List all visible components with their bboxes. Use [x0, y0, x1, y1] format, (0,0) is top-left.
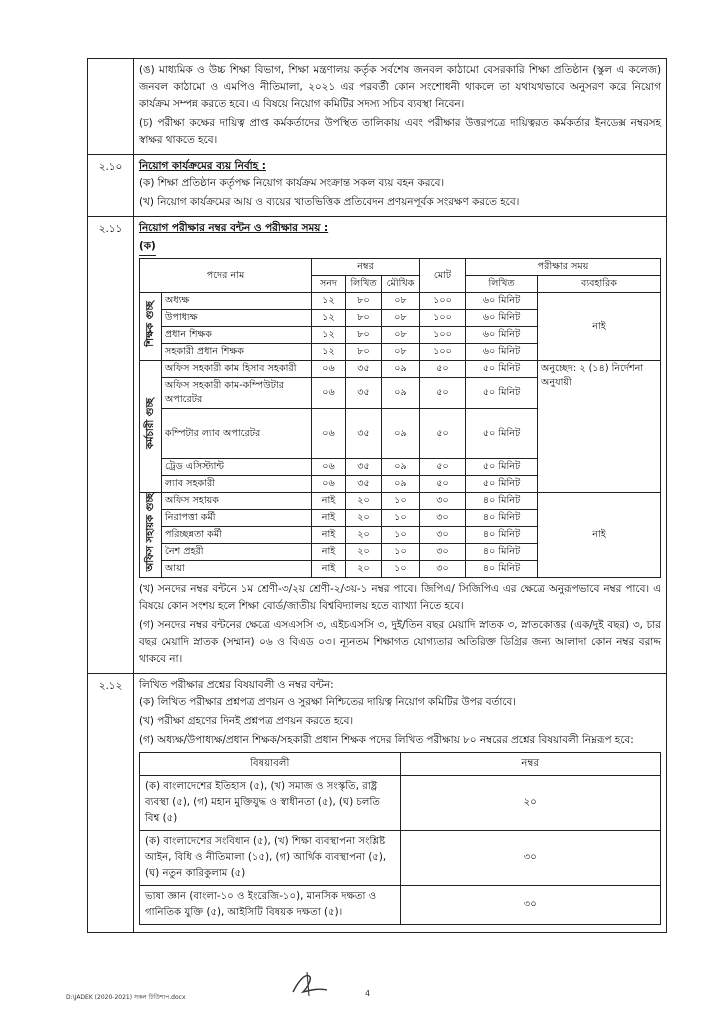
time-value: ৫০ মিনিট	[466, 476, 538, 493]
total-value: ৫০	[420, 361, 466, 378]
total-value: ৫০	[420, 409, 466, 459]
time-value: ৬০ মিনিট	[466, 310, 538, 327]
row-continuation	[88, 59, 667, 155]
sanad-value: ০৬	[312, 361, 346, 378]
sanad-value: নাই	[312, 493, 346, 510]
table-row	[140, 361, 661, 378]
time-value: ৬০ মিনিট	[466, 327, 538, 344]
circular-main-table	[87, 58, 667, 933]
total-value: ১০০	[420, 293, 466, 310]
oral-value: ০৯	[382, 459, 420, 476]
sanad-value: ১২	[312, 327, 346, 344]
oral-value: ০৮	[382, 310, 420, 327]
time-value: ৬০ মিনিট	[466, 344, 538, 361]
post-name: কম্পিটার ল্যাব অপারেটর	[162, 409, 312, 459]
row-section-2-12	[88, 674, 667, 933]
written-value: ৮০	[346, 293, 382, 310]
header-written: লিখিত	[346, 276, 382, 293]
oral-value: ০৮	[382, 327, 420, 344]
sanad-value: ১২	[312, 293, 346, 310]
oral-value: ০৮	[382, 344, 420, 361]
sanad-value: ১২	[312, 310, 346, 327]
group-label-cell	[140, 361, 162, 493]
topics-header-subject: বিষয়াবলী	[140, 753, 401, 776]
section-2-11-cell	[134, 217, 667, 674]
time-value: ৫০ মিনিট	[466, 459, 538, 476]
written-exam-topics-table	[139, 752, 661, 925]
time-value: ৫০ মিনিট	[466, 378, 538, 409]
sanad-value: ১২	[312, 344, 346, 361]
total-value: ১০০	[420, 327, 466, 344]
header-exam-time: পরীক্ষার সময়	[466, 259, 661, 276]
paragraph-cha: (ঙ) মাধ্যমিক ও উচ্চ শিক্ষা বিভাগ, শিক্ষা মন্ত্রণালয় কর্তৃক সর্বশেষ জনবল কাঠামো বেসরকারি শিক্ষা প্রতিষ্ঠান (স্কুল এ কলেজ) জনবল কাঠামো ও এমপিও নীতিমালা, ২০২১ এর পরবর্তী কোন সংশোধনী থাকলে তা যথাযথভাবে অনুসরণ করে নিয়োগ কার্যক্রম সম্পন্ন করতে হবে। এ বিষয়ে নিয়োগ কমিটির সদস্য সচিব ব্যবস্থা নিবেন।	[139, 64, 662, 110]
footer-page-number: 4	[365, 989, 371, 998]
post-name: সহকারী প্রধান শিক্ষক	[162, 344, 312, 361]
written-value: ৩৫	[346, 459, 382, 476]
time-value: ৪০ মিনিট	[466, 510, 538, 527]
total-value: ৫০	[420, 378, 466, 409]
signature-mark	[285, 970, 335, 1000]
sanad-value: ০৬	[312, 459, 346, 476]
section-2-12-cell	[134, 674, 667, 933]
sanad-value: নাই	[312, 527, 346, 544]
section-heading: নিয়োগ পরীক্ষার নম্বর বন্টন ও পরীক্ষার সময় :	[139, 222, 329, 234]
section-2-12-item-ka: (ক) লিখিত পরীক্ষার প্রশ্নপত্র প্রণয়ন ও সুরক্ষা নিশ্চিতের দায়িত্ব নিয়োগ কমিটির উপর বর্তাবে।	[139, 696, 517, 708]
practical-value: নাই	[538, 293, 661, 361]
sanad-value: নাই	[312, 544, 346, 561]
group-label-cell	[140, 293, 162, 361]
post-name: আয়া	[162, 561, 312, 578]
post-name: উপাধ্যক্ষ	[162, 310, 312, 327]
note-kha: (খ) সনদের নম্বর বন্টনে ১ম শ্রেণী-৩/২য় শ্রেণী-২/৩য়-১ নম্বর পাবে। জিপিএ/ সিজিপিএ এর ক্ষেত্রে অনুরূপভাবে নম্বর পাবে। এ বিষয়ে কোন সংশয় হলে শিক্ষা বোর্ড/জাতীয় বিশ্ববিদ্যালয় হতে ব্যাখ্যা নিতে হবে।	[139, 583, 661, 612]
oral-value: ১০	[382, 493, 420, 510]
oral-value: ০৯	[382, 378, 420, 409]
written-value: ৩৫	[346, 409, 382, 459]
post-name: অফিস সহায়ক	[162, 493, 312, 510]
header-oral: মৌখিক	[382, 276, 420, 293]
section-number: ২.১০	[88, 155, 134, 217]
written-value: ৮০	[346, 344, 382, 361]
written-value: ২০	[346, 493, 382, 510]
written-value: ৩৫	[346, 361, 382, 378]
oral-value: ০৯	[382, 409, 420, 459]
time-value: ৫০ মিনিট	[466, 409, 538, 459]
post-name: পরিচ্ছন্নতা কর্মী	[162, 527, 312, 544]
paragraph-chh: (চ) পরীক্ষা কক্ষের দায়িত্ব প্রাপ্ত কর্মকর্তাদের উপস্থিত তালিকায় এবং পরীক্ষার উত্তরপত্রে দায়িত্বরত কর্মকর্তার ইনডেক্স নম্বরসহ স্বাক্ষর থাকতে হবে।	[139, 117, 661, 146]
row-section-2-11	[88, 217, 667, 674]
section-heading: নিয়োগ কার্যক্রমের ব্যয় নির্বাহ :	[139, 160, 266, 172]
row-section-2-10	[88, 155, 667, 217]
total-value: ৩০	[420, 493, 466, 510]
group-label-cell	[140, 493, 162, 578]
section-2-10-cell	[134, 155, 667, 217]
total-value: ৫০	[420, 476, 466, 493]
post-name: অফিস সহকারী কাম-কম্পিউটার অপারেটর	[162, 378, 312, 409]
practical-value: নাই	[538, 493, 661, 578]
topic-subject: (ক) বাংলাদেশের ইতিহাস (৫), (খ) সমাজ ও সংস্কৃতি, রাষ্ট্র ব্যবস্থা (৫), (গ) মহান মুক্তিযুদ্ধ ও স্বাধীনতা (৫), (ঘ) চলতি বিশ্ব (৫)	[140, 776, 401, 831]
topics-header-marks: নম্বর	[400, 753, 661, 776]
total-value: ৫০	[420, 459, 466, 476]
continuation-cell	[134, 59, 667, 155]
table-row	[140, 493, 661, 510]
oral-value: ১০	[382, 561, 420, 578]
marks-distribution-table	[139, 258, 661, 578]
section-2-10-item-kha: (খ) নিয়োগ কার্যক্রমের আয় ও ব্যয়ের খাতভিত্তিক প্রতিবেদন প্রণয়নপূর্বক সংরক্ষণ করতে হবে।	[139, 196, 520, 208]
row-number-empty	[88, 59, 134, 155]
group-label-staff: কর্মচারী গুচ্ছ	[144, 398, 156, 450]
note-ga: (গ) সনদের নম্বর বন্টনের ক্ষেত্রে এসএসসি ৩, এইচএসসি ৩, দুই/তিন বছর মেয়াদি স্নাতক ৩, স্নাতকোত্তর (এক/দুই বছর) ৩, চার বছর মেয়াদি স্নাতক (সম্মান) ০৬ ও বিএড ০৩। ন্যূনতম শিক্ষাগত যোগ্যতার অতিরিক্ত ডিগ্রির জন্য আলাদা কোন নম্বর বরাদ্দ থাকবে না।	[139, 619, 661, 665]
group-label-office-assistant: অফিস সহায়ক গুচ্ছ	[144, 493, 156, 572]
total-value: ৩০	[420, 561, 466, 578]
sanad-value: নাই	[312, 561, 346, 578]
total-value: ১০০	[420, 344, 466, 361]
section-2-12-item-ga: (গ) অধ্যক্ষ/উপাধ্যক্ষ/প্রধান শিক্ষক/সহকারী প্রধান শিক্ষক পদের লিখিত পরীক্ষায় ৮০ নম্বরের প্রশ্নের বিষয়াবলী নিম্নরূপ হবে:	[139, 734, 634, 746]
oral-value: ১০	[382, 510, 420, 527]
total-value: ৩০	[420, 544, 466, 561]
post-name: নিরাপত্তা কর্মী	[162, 510, 312, 527]
written-value: ৮০	[346, 310, 382, 327]
total-value: ৩০	[420, 510, 466, 527]
section-2-10-item-ka: (ক) শিক্ষা প্রতিষ্ঠান কর্তৃপক্ষ নিয়োগ কার্যক্রম সংক্রান্ত সকল ব্যয় বহন করবে।	[139, 177, 445, 189]
written-value: ২০	[346, 527, 382, 544]
time-value: ৪০ মিনিট	[466, 544, 538, 561]
table-row	[140, 831, 661, 886]
total-value: ৩০	[420, 527, 466, 544]
time-value: ৪০ মিনিট	[466, 493, 538, 510]
header-sanad: সনদ	[312, 276, 346, 293]
written-value: ৮০	[346, 327, 382, 344]
topic-marks: ২০	[400, 776, 661, 831]
oral-value: ০৮	[382, 293, 420, 310]
table-row	[140, 886, 661, 925]
post-name: অফিস সহকারী কাম হিসাব সহকারী	[162, 361, 312, 378]
footer-file-path: D:\JADEK (2020-2021) সকল টিউিশাপ.docx	[66, 994, 186, 1001]
oral-value: ০৯	[382, 476, 420, 493]
header-post: পদের নাম	[140, 259, 312, 293]
oral-value: ০৯	[382, 361, 420, 378]
topic-subject: ভাষা জ্ঞান (বাংলা-১০ ও ইংরেজি-১০), মানসিক দক্ষতা ও গানিতিক যুক্তি (৫), আইসিটি বিষয়ক দক্ষতা (৫)।	[140, 886, 401, 925]
sub-label-ka: (ক)	[139, 238, 156, 256]
sanad-value: নাই	[312, 510, 346, 527]
section-number: ২.১১	[88, 217, 134, 674]
post-name: নৈশ প্রহরী	[162, 544, 312, 561]
oral-value: ১০	[382, 527, 420, 544]
topic-marks: ৩০	[400, 831, 661, 886]
total-value: ১০০	[420, 310, 466, 327]
time-value: ৪০ মিনিট	[466, 527, 538, 544]
written-value: ৩৫	[346, 476, 382, 493]
practical-value: অনুচ্ছেদ: ২ (১৪) নির্দেশনা অনুযায়ী	[538, 361, 661, 493]
time-value: ৫০ মিনিট	[466, 361, 538, 378]
oral-value: ১০	[382, 544, 420, 561]
table-row	[140, 293, 661, 310]
header-time-written: লিখিত	[466, 276, 538, 293]
post-name: ল্যাব সহকারী	[162, 476, 312, 493]
topic-marks: ৩০	[400, 886, 661, 925]
written-value: ২০	[346, 561, 382, 578]
written-value: ৩৫	[346, 378, 382, 409]
table-row	[140, 776, 661, 831]
written-value: ২০	[346, 544, 382, 561]
post-name: প্রধান শিক্ষক	[162, 327, 312, 344]
header-marks: নম্বর	[312, 259, 420, 276]
section-2-12-item-kha: (খ) পরীক্ষা গ্রহণের দিনই প্রশ্নপত্র প্রণয়ন করতে হবে।	[139, 715, 354, 727]
section-number: ২.১২	[88, 674, 134, 933]
topic-subject: (ক) বাংলাদেশের সংবিধান (৫), (খ) শিক্ষা ব্যবস্থাপনা সংশ্লিষ্ট আইন, বিধি ও নীতিমালা (১৫), (গ) আর্থিক ব্যবস্থাপনা (৫), (ঘ) নতুন কারিকুলাম (৫)	[140, 831, 401, 886]
header-time-practical: ব্যবহারিক	[538, 276, 661, 293]
time-value: ৬০ মিনিট	[466, 293, 538, 310]
header-total: মোট	[420, 259, 466, 293]
time-value: ৪০ মিনিট	[466, 561, 538, 578]
sanad-value: ০৬	[312, 476, 346, 493]
post-name: অধ্যক্ষ	[162, 293, 312, 310]
post-name: ট্রেড এসিস্ট্যান্ট	[162, 459, 312, 476]
sanad-value: ০৬	[312, 378, 346, 409]
written-value: ২০	[346, 510, 382, 527]
section-heading: লিখিত পরীক্ষার প্রশ্নের বিষয়াবলী ও নম্বর বন্টন:	[139, 679, 334, 691]
group-label-teachers: শিক্ষক গুচ্ছ	[144, 301, 156, 347]
sanad-value: ০৬	[312, 409, 346, 459]
